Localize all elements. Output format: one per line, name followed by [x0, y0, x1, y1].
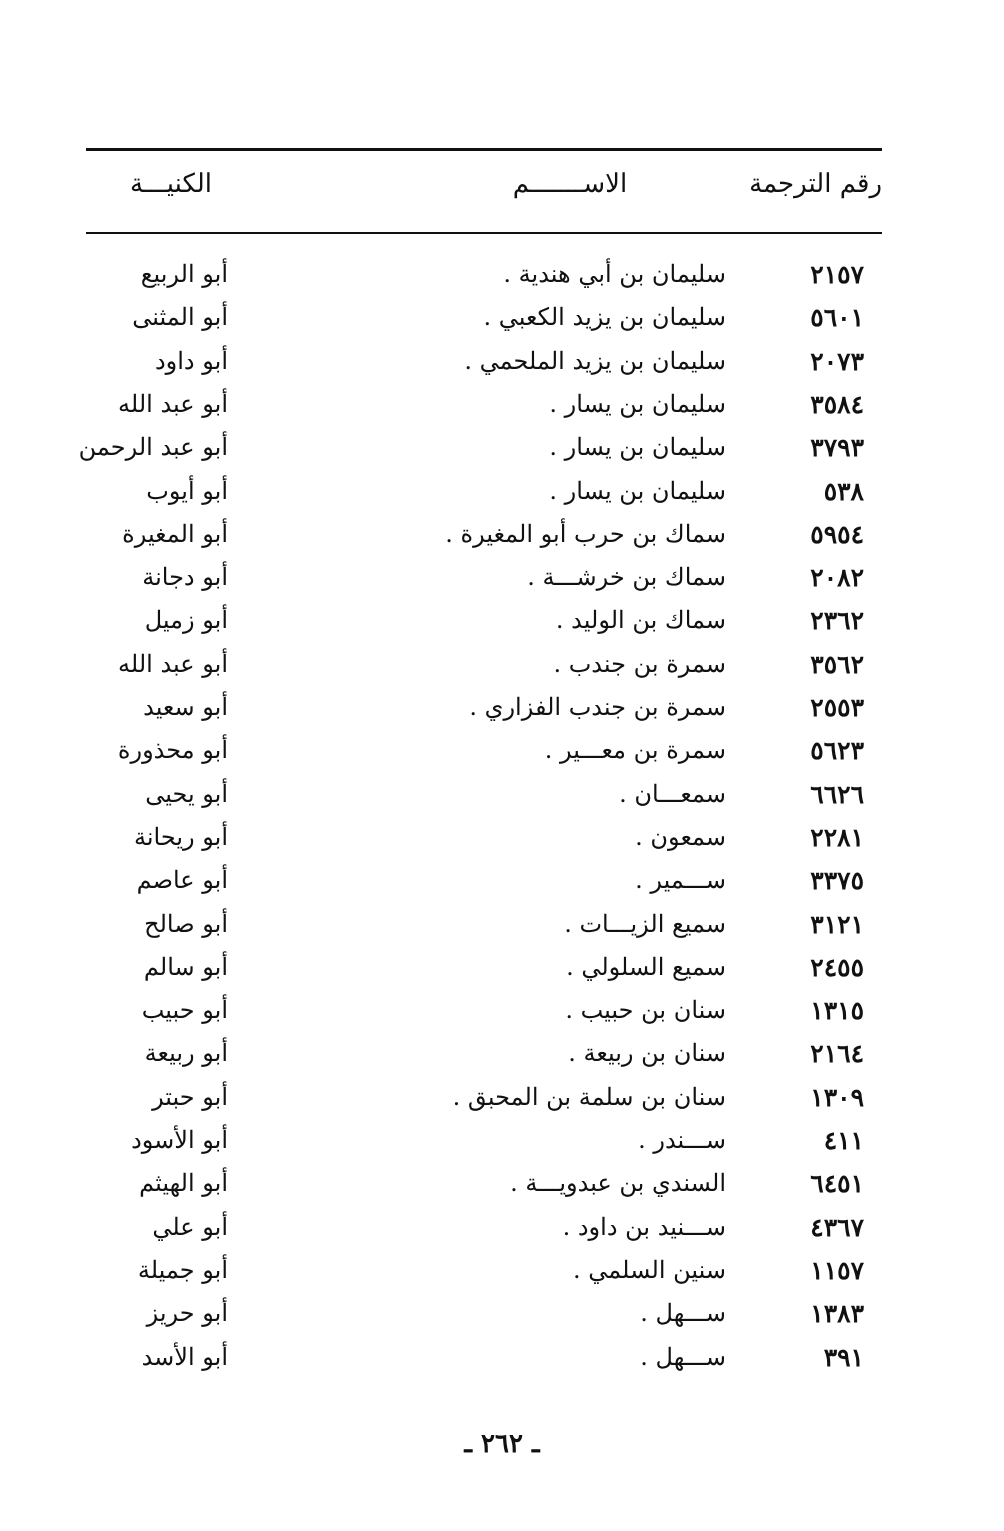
entry-kunya: أبو ربيعة — [144, 1039, 228, 1068]
entry-kunya: أبو يحيى — [145, 779, 228, 808]
table-row — [0, 903, 1004, 946]
entry-kunya: أبو أيوب — [146, 476, 228, 505]
entry-number: ٥٦٢٣ — [810, 736, 864, 766]
entry-number: ٦٦٢٦ — [810, 779, 864, 809]
table-row — [0, 946, 1004, 989]
entry-kunya: أبو المغيرة — [122, 519, 228, 548]
table-row — [0, 426, 1004, 469]
entry-name: سليمان بن أبي هندية . — [503, 260, 726, 288]
entry-name: ســـندر . — [638, 1126, 726, 1154]
entry-kunya: أبو زميل — [144, 606, 228, 635]
entry-name: ســـنيد بن داود . — [562, 1212, 726, 1241]
entry-number: ٣٥٨٤ — [810, 389, 864, 419]
entry-name: سماك بن خرشـــة . — [527, 563, 726, 592]
entry-kunya: أبو الربيع — [140, 260, 228, 288]
entry-name: سنين السلمي . — [573, 1255, 726, 1284]
table-row — [0, 340, 1004, 383]
entry-name: سمرة بن جندب الفزاري . — [469, 693, 726, 721]
table-row — [0, 383, 1004, 426]
entry-kunya: أبو عبد الله — [118, 649, 228, 678]
entry-number: ١٣١٥ — [810, 996, 864, 1026]
page-number: ـ ٢٦٢ ـ — [464, 1429, 540, 1459]
entry-kunya: أبو صالح — [144, 909, 228, 938]
entry-name: السندي بن عبدويـــة . — [510, 1169, 726, 1198]
entry-kunya: أبو حبيب — [141, 996, 228, 1025]
entry-kunya: أبو الأسد — [141, 1342, 228, 1371]
column-header-name: الاســـــــم — [512, 169, 628, 199]
entry-kunya: أبو حريز — [146, 1299, 228, 1328]
entry-name: سماك بن الوليد . — [555, 606, 726, 635]
entry-kunya: أبو جميلة — [137, 1255, 228, 1284]
table-row — [0, 686, 1004, 729]
header-rule — [86, 232, 882, 234]
table-row — [0, 1249, 1004, 1292]
entry-name: سليمان بن يسار . — [549, 476, 726, 505]
entry-kunya: أبو علي — [152, 1212, 228, 1241]
entry-kunya: أبو الهيثم — [139, 1169, 228, 1198]
entry-number: ٢٢٨١ — [810, 822, 864, 852]
entry-name: سمرة بن جندب . — [553, 649, 726, 678]
table-row — [0, 513, 1004, 556]
entry-name: ســـهل . — [640, 1342, 726, 1371]
table-row — [0, 470, 1004, 513]
entry-name: سنان بن ربيعة . — [568, 1039, 726, 1068]
entry-kunya: أبو دجانة — [142, 563, 228, 592]
entry-kunya: أبو داود — [154, 346, 228, 375]
entry-number: ٤٣٦٧ — [810, 1212, 864, 1242]
entry-name: ســـهل . — [640, 1299, 726, 1328]
table-row — [0, 556, 1004, 599]
entry-number: ٢٥٥٣ — [810, 693, 864, 722]
column-header-kunya: الكنيـــة — [130, 169, 212, 199]
entry-name: سمعـــان . — [619, 779, 726, 808]
entry-number: ٦٤٥١ — [810, 1169, 864, 1199]
entry-number: ٢١٥٧ — [810, 260, 864, 289]
table-row — [0, 1032, 1004, 1075]
entry-name: سميع الزيـــات . — [564, 909, 726, 938]
column-header-number: رقم الترجمة — [749, 169, 882, 199]
entry-number: ٢٠٨٢ — [810, 563, 864, 593]
table-row — [0, 1292, 1004, 1335]
entry-name: سماك بن حرب أبو المغيرة . — [445, 519, 726, 548]
top-rule — [86, 148, 882, 151]
entry-number: ٣١٢١ — [810, 909, 864, 939]
entry-number: ٢٠٧٣ — [810, 346, 864, 376]
entry-number: ٢٣٦٢ — [810, 606, 864, 636]
entry-kunya: أبو الأسود — [131, 1126, 228, 1154]
entry-kunya: أبو المثنى — [132, 303, 228, 332]
entry-number: ١١٥٧ — [810, 1255, 864, 1285]
entry-kunya: أبو محذورة — [117, 736, 228, 765]
entry-name: سليمان بن يزيد الملحمي . — [464, 346, 726, 375]
entry-name: سليمان بن يزيد الكعبي . — [483, 303, 726, 332]
table-row — [0, 296, 1004, 339]
entry-kunya: أبو سالم — [143, 952, 228, 981]
entry-number: ٢٤٥٥ — [810, 952, 864, 982]
entry-kunya: أبو عاصم — [136, 866, 228, 895]
entry-number: ٥٦٠١ — [810, 303, 864, 333]
table-row — [0, 989, 1004, 1032]
table-row — [0, 1076, 1004, 1119]
entry-number: ١٣٨٣ — [810, 1299, 864, 1329]
entry-name: سليمان بن يسار . — [549, 433, 726, 462]
entry-name: سليمان بن يسار . — [549, 389, 726, 418]
table-row — [0, 816, 1004, 859]
entry-kunya: أبو عبد الرحمن — [78, 433, 228, 462]
entry-name: سنان بن حبيب . — [565, 996, 726, 1025]
entry-kunya: أبو سعيد — [143, 693, 228, 721]
entry-number: ٣٧٩٣ — [810, 433, 864, 463]
entry-kunya: أبو حبتر — [152, 1082, 228, 1111]
entry-name: سمعون . — [635, 822, 726, 851]
table-row — [0, 1336, 1004, 1379]
table-row — [0, 1162, 1004, 1205]
entry-kunya: أبو ريحانة — [134, 822, 228, 851]
table-row — [0, 773, 1004, 816]
entry-kunya: أبو عبد الله — [118, 389, 228, 418]
table-row — [0, 729, 1004, 772]
entry-number: ٥٩٥٤ — [810, 519, 864, 549]
table-row — [0, 253, 1004, 296]
entry-number: ٣٩١ — [823, 1342, 864, 1372]
table-row — [0, 599, 1004, 642]
entry-number: ٤١١ — [823, 1126, 864, 1155]
table-row — [0, 859, 1004, 902]
table-row — [0, 643, 1004, 686]
entry-number: ٢١٦٤ — [810, 1039, 864, 1069]
entry-number: ١٣٠٩ — [810, 1082, 864, 1112]
entry-name: سمرة بن معـــير . — [544, 736, 726, 765]
entry-name: سنان بن سلمة بن المحبق . — [452, 1082, 726, 1111]
entry-number: ٣٥٦٢ — [810, 649, 864, 679]
entry-number: ٥٣٨ — [823, 476, 864, 506]
entry-number: ٣٣٧٥ — [810, 866, 864, 896]
entry-name: ســـمير . — [635, 866, 726, 895]
table-row — [0, 1206, 1004, 1249]
entry-name: سميع السلولي . — [566, 952, 726, 981]
table-row — [0, 1119, 1004, 1162]
